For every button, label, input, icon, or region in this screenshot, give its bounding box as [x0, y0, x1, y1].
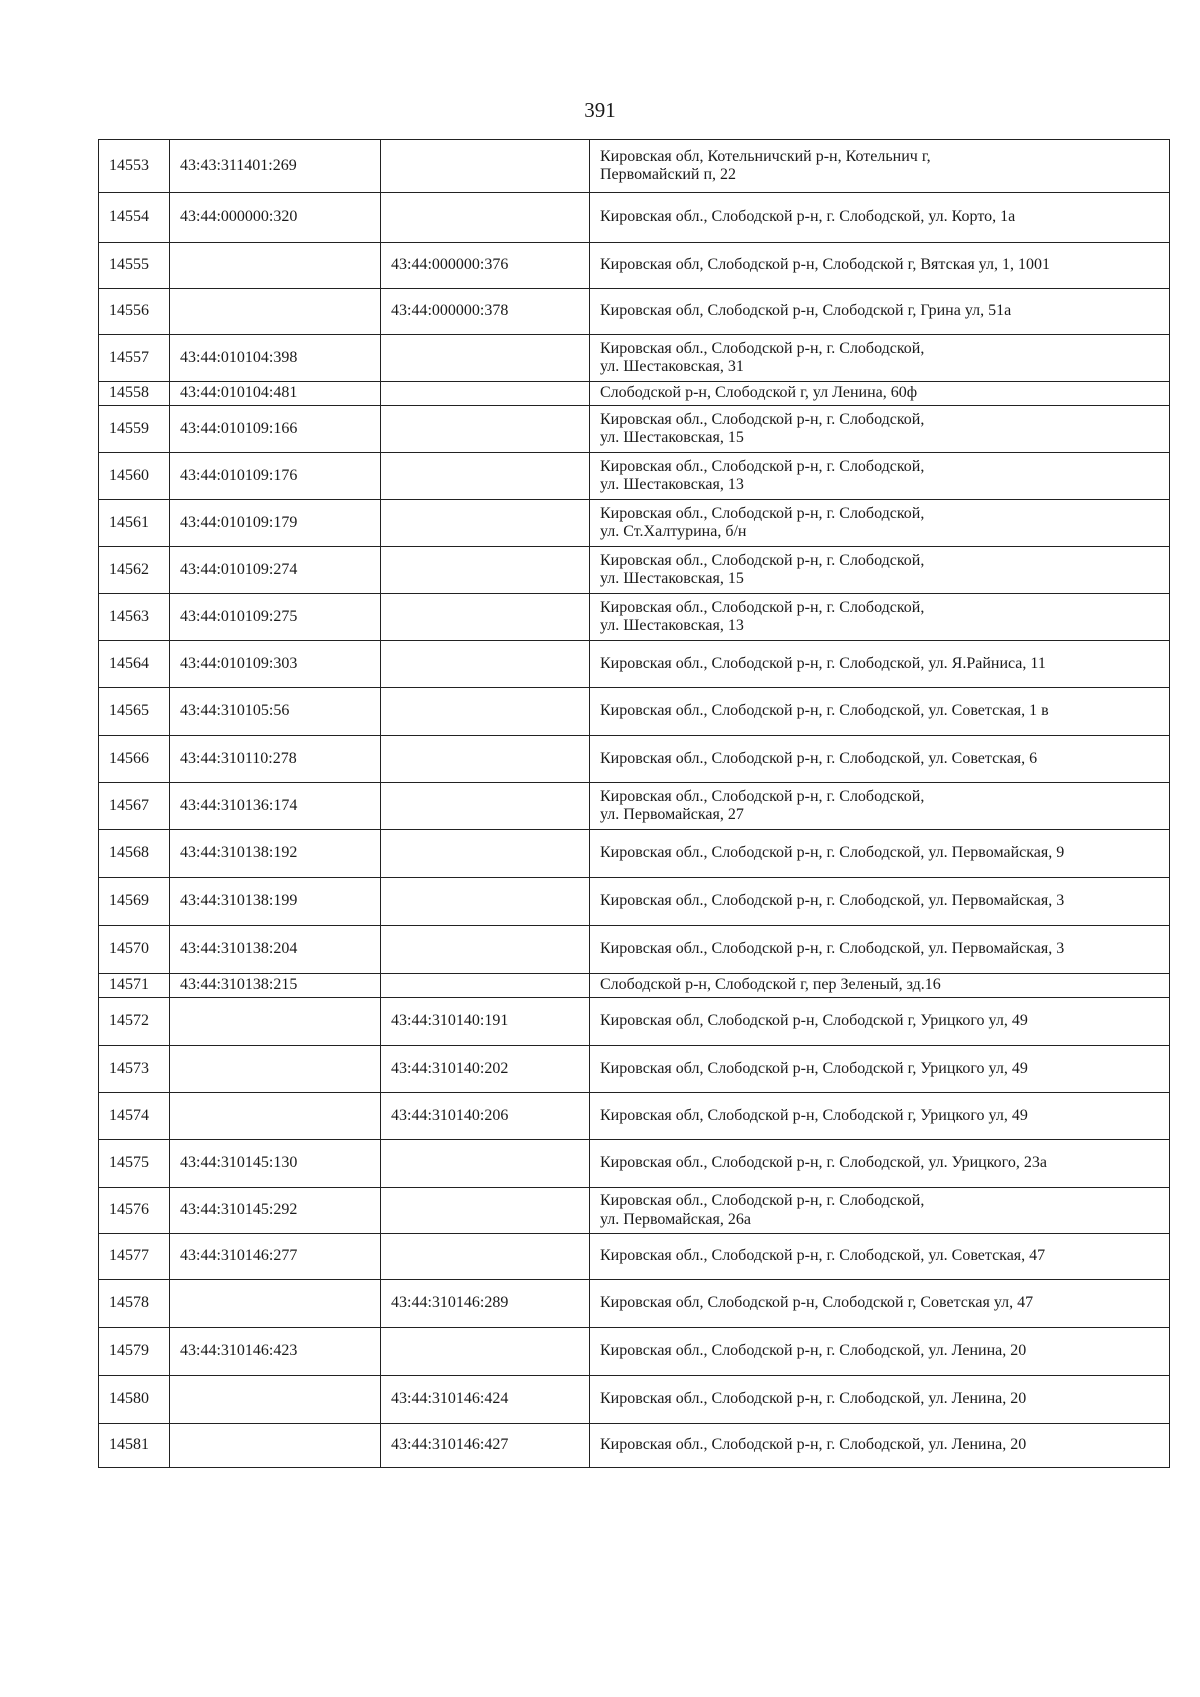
cadastral-number-secondary — [381, 193, 590, 243]
cadastral-number — [170, 998, 381, 1046]
cadastral-number-secondary: 43:44:310146:424 — [381, 1376, 590, 1424]
table-row — [99, 1188, 1170, 1234]
cadastral-number-secondary — [381, 547, 590, 594]
address-line: Слободской р-н, Слободской г, ул Ленина, 60ф — [600, 384, 918, 402]
address-cell — [590, 878, 1170, 926]
address-cell — [590, 140, 1170, 193]
address-cell — [590, 335, 1170, 382]
table-row — [99, 736, 1170, 783]
cadastral-number: 43:44:310145:292 — [170, 1188, 381, 1234]
address-cell — [590, 243, 1170, 289]
cadastral-number: 43:44:310146:277 — [170, 1234, 381, 1280]
cadastral-number: 43:44:310138:215 — [170, 974, 381, 998]
cadastral-number — [170, 289, 381, 335]
row-number: 14558 — [99, 382, 170, 406]
address-line: Кировская обл, Слободской р-н, Слободской г, Вятская ул, 1, 1001 — [600, 256, 1050, 274]
cadastral-number-secondary — [381, 1234, 590, 1280]
cadastral-number-secondary — [381, 140, 590, 193]
cadastral-number-secondary: 43:44:000000:376 — [381, 243, 590, 289]
address-line: Кировская обл., Слободской р-н, г. Слободской, ул. Советская, 1 в — [600, 702, 1049, 720]
table-row — [99, 688, 1170, 736]
cadastral-number-secondary — [381, 878, 590, 926]
table-row — [99, 641, 1170, 688]
address-cell — [590, 500, 1170, 547]
address-line: Кировская обл, Слободской р-н, Слободской г, Урицкого ул, 49 — [600, 1012, 1028, 1030]
address-cell — [590, 926, 1170, 974]
address-cell — [590, 1376, 1170, 1424]
row-number: 14581 — [99, 1424, 170, 1468]
address-line: Кировская обл., Слободской р-н, г. Слободской, ул. Первомайская, 3 — [600, 940, 1065, 958]
address-line: ул. Шестаковская, 15 — [600, 429, 744, 446]
address-line: ул. Шестаковская, 13 — [600, 617, 744, 634]
row-number: 14574 — [99, 1093, 170, 1140]
table-row — [99, 547, 1170, 594]
table-row — [99, 783, 1170, 830]
address-line: Кировская обл., Слободской р-н, г. Слободской, — [600, 598, 925, 616]
row-number: 14576 — [99, 1188, 170, 1234]
address-line: Первомайский п, 22 — [600, 166, 737, 183]
cadastral-number-secondary — [381, 1328, 590, 1376]
address-cell — [590, 783, 1170, 830]
cadastral-number: 43:44:010109:179 — [170, 500, 381, 547]
cadastral-number-secondary — [381, 453, 590, 500]
table-row — [99, 1328, 1170, 1376]
address-cell — [590, 547, 1170, 594]
address-line: Кировская обл., Слободской р-н, г. Слободской, ул. Я.Райниса, 11 — [600, 654, 1046, 672]
page-number: 391 — [584, 98, 616, 122]
cadastral-number: 43:44:000000:320 — [170, 193, 381, 243]
address-cell — [590, 453, 1170, 500]
row-number: 14555 — [99, 243, 170, 289]
cadastral-number-secondary — [381, 688, 590, 736]
row-number: 14573 — [99, 1046, 170, 1093]
table-row — [99, 500, 1170, 547]
address-line: Кировская обл., Слободской р-н, г. Слободской, ул. Ленина, 20 — [600, 1342, 1027, 1360]
table-row — [99, 1280, 1170, 1328]
address-line: Кировская обл, Слободской р-н, Слободской г, Грина ул, 51а — [600, 302, 1012, 320]
address-cell — [590, 289, 1170, 335]
address-cell — [590, 1234, 1170, 1280]
row-number: 14563 — [99, 594, 170, 641]
cadastral-number: 43:44:010109:166 — [170, 406, 381, 453]
registry-table — [98, 139, 1170, 1468]
row-number: 14553 — [99, 140, 170, 193]
address-line: Кировская обл., Слободской р-н, г. Слободской, — [600, 339, 925, 357]
address-cell — [590, 193, 1170, 243]
address-line: Кировская обл, Слободской р-н, Слободской г, Советская ул, 47 — [600, 1294, 1034, 1312]
cadastral-number-secondary — [381, 500, 590, 547]
table-row — [99, 1093, 1170, 1140]
row-number: 14580 — [99, 1376, 170, 1424]
table-row — [99, 998, 1170, 1046]
cadastral-number-secondary — [381, 783, 590, 830]
table-row — [99, 140, 1170, 193]
cadastral-number: 43:44:010109:274 — [170, 547, 381, 594]
address-line: Кировская обл., Слободской р-н, г. Слободской, — [600, 457, 925, 475]
cadastral-number: 43:44:010109:303 — [170, 641, 381, 688]
address-cell — [590, 406, 1170, 453]
address-cell — [590, 974, 1170, 998]
address-line: Кировская обл., Слободской р-н, г. Слободской, — [600, 504, 925, 522]
cadastral-number-secondary: 43:44:310146:427 — [381, 1424, 590, 1468]
cadastral-number: 43:44:310136:174 — [170, 783, 381, 830]
cadastral-number: 43:44:310110:278 — [170, 736, 381, 783]
cadastral-number-secondary: 43:44:000000:378 — [381, 289, 590, 335]
cadastral-number: 43:44:310146:423 — [170, 1328, 381, 1376]
cadastral-number-secondary — [381, 1188, 590, 1234]
address-line: Слободской р-н, Слободской г, пер Зеленый, зд.16 — [600, 976, 941, 994]
cadastral-number: 43:44:010104:398 — [170, 335, 381, 382]
table-row — [99, 1234, 1170, 1280]
address-cell — [590, 688, 1170, 736]
cadastral-number-secondary — [381, 335, 590, 382]
address-line: Кировская обл., Слободской р-н, г. Слободской, — [600, 1192, 925, 1210]
address-line: Кировская обл., Слободской р-н, г. Слободской, ул. Советская, 47 — [600, 1247, 1046, 1265]
row-number: 14560 — [99, 453, 170, 500]
row-number: 14575 — [99, 1140, 170, 1188]
cadastral-number-secondary: 43:44:310146:289 — [381, 1280, 590, 1328]
address-line: Кировская обл., Слободской р-н, г. Слободской, — [600, 551, 925, 569]
address-line: Кировская обл., Слободской р-н, г. Слободской, ул. Первомайская, 9 — [600, 844, 1065, 862]
address-line: ул. Первомайская, 27 — [600, 806, 744, 823]
table-row — [99, 289, 1170, 335]
cadastral-number-secondary — [381, 1140, 590, 1188]
row-number: 14561 — [99, 500, 170, 547]
registry-table-body — [99, 140, 1170, 1468]
address-line: ул. Шестаковская, 31 — [600, 358, 744, 375]
address-cell — [590, 736, 1170, 783]
row-number: 14568 — [99, 830, 170, 878]
row-number: 14554 — [99, 193, 170, 243]
table-row — [99, 1140, 1170, 1188]
row-number: 14565 — [99, 688, 170, 736]
table-row — [99, 974, 1170, 998]
row-number: 14571 — [99, 974, 170, 998]
cadastral-number: 43:44:310138:199 — [170, 878, 381, 926]
address-line: Кировская обл., Слободской р-н, г. Слободской, ул. Корто, 1а — [600, 208, 1016, 226]
table-row — [99, 193, 1170, 243]
table-row — [99, 1376, 1170, 1424]
address-cell — [590, 1328, 1170, 1376]
row-number: 14566 — [99, 736, 170, 783]
address-cell — [590, 641, 1170, 688]
address-line: ул. Шестаковская, 13 — [600, 476, 744, 493]
address-cell — [590, 1188, 1170, 1234]
cadastral-number-secondary — [381, 830, 590, 878]
table-row — [99, 453, 1170, 500]
row-number: 14557 — [99, 335, 170, 382]
address-cell — [590, 1280, 1170, 1328]
cadastral-number: 43:44:310105:56 — [170, 688, 381, 736]
row-number: 14562 — [99, 547, 170, 594]
address-line: ул. Первомайская, 26а — [600, 1210, 751, 1228]
address-line: Кировская обл., Слободской р-н, г. Слободской, — [600, 787, 925, 805]
table-row — [99, 1424, 1170, 1468]
cadastral-number — [170, 1376, 381, 1424]
cadastral-number-secondary — [381, 382, 590, 406]
address-line: ул. Ст.Халтурина, б/н — [600, 523, 747, 540]
address-line: ул. Шестаковская, 15 — [600, 570, 744, 587]
row-number: 14559 — [99, 406, 170, 453]
address-line: Кировская обл, Слободской р-н, Слободской г, Урицкого ул, 49 — [600, 1106, 1028, 1124]
address-cell — [590, 1093, 1170, 1140]
cadastral-number-secondary: 43:44:310140:202 — [381, 1046, 590, 1093]
address-line: Кировская обл., Слободской р-н, г. Слободской, ул. Ленина, 20 — [600, 1390, 1027, 1408]
cadastral-number: 43:44:010104:481 — [170, 382, 381, 406]
cadastral-number-secondary — [381, 974, 590, 998]
cadastral-number — [170, 1424, 381, 1468]
address-cell — [590, 1424, 1170, 1468]
cadastral-number-secondary — [381, 406, 590, 453]
row-number: 14579 — [99, 1328, 170, 1376]
table-row — [99, 594, 1170, 641]
cadastral-number — [170, 1280, 381, 1328]
row-number: 14578 — [99, 1280, 170, 1328]
cadastral-number-secondary: 43:44:310140:191 — [381, 998, 590, 1046]
cadastral-number — [170, 1093, 381, 1140]
row-number: 14577 — [99, 1234, 170, 1280]
table-row — [99, 243, 1170, 289]
table-row — [99, 382, 1170, 406]
cadastral-number-secondary — [381, 926, 590, 974]
row-number: 14570 — [99, 926, 170, 974]
address-cell — [590, 1046, 1170, 1093]
cadastral-number: 43:44:310138:204 — [170, 926, 381, 974]
address-line: Кировская обл, Слободской р-н, Слободской г, Урицкого ул, 49 — [600, 1059, 1028, 1077]
cadastral-number-secondary: 43:44:310140:206 — [381, 1093, 590, 1140]
cadastral-number-secondary — [381, 641, 590, 688]
cadastral-number: 43:44:310138:192 — [170, 830, 381, 878]
cadastral-number — [170, 1046, 381, 1093]
address-cell — [590, 830, 1170, 878]
address-cell — [590, 1140, 1170, 1188]
row-number: 14564 — [99, 641, 170, 688]
address-cell — [590, 382, 1170, 406]
table-row — [99, 1046, 1170, 1093]
table-row — [99, 335, 1170, 382]
cadastral-number — [170, 243, 381, 289]
cadastral-number: 43:44:010109:176 — [170, 453, 381, 500]
table-row — [99, 406, 1170, 453]
address-line: Кировская обл., Слободской р-н, г. Слободской, ул. Ленина, 20 — [600, 1436, 1027, 1454]
row-number: 14556 — [99, 289, 170, 335]
address-line: Кировская обл, Котельничский р-н, Котельнич г, — [600, 147, 931, 165]
table-row — [99, 878, 1170, 926]
address-line: Кировская обл., Слободской р-н, г. Слободской, ул. Советская, 6 — [600, 749, 1038, 767]
cadastral-number-secondary — [381, 594, 590, 641]
address-line: Кировская обл., Слободской р-н, г. Слободской, ул. Первомайская, 3 — [600, 892, 1065, 910]
address-cell — [590, 998, 1170, 1046]
address-line: Кировская обл., Слободской р-н, г. Слободской, — [600, 410, 925, 428]
table-row — [99, 830, 1170, 878]
row-number: 14567 — [99, 783, 170, 830]
address-cell — [590, 594, 1170, 641]
address-line: Кировская обл., Слободской р-н, г. Слободской, ул. Урицкого, 23а — [600, 1154, 1047, 1172]
cadastral-number: 43:44:310145:130 — [170, 1140, 381, 1188]
cadastral-number: 43:43:311401:269 — [170, 140, 381, 193]
table-row — [99, 926, 1170, 974]
row-number: 14569 — [99, 878, 170, 926]
cadastral-number: 43:44:010109:275 — [170, 594, 381, 641]
row-number: 14572 — [99, 998, 170, 1046]
cadastral-number-secondary — [381, 736, 590, 783]
